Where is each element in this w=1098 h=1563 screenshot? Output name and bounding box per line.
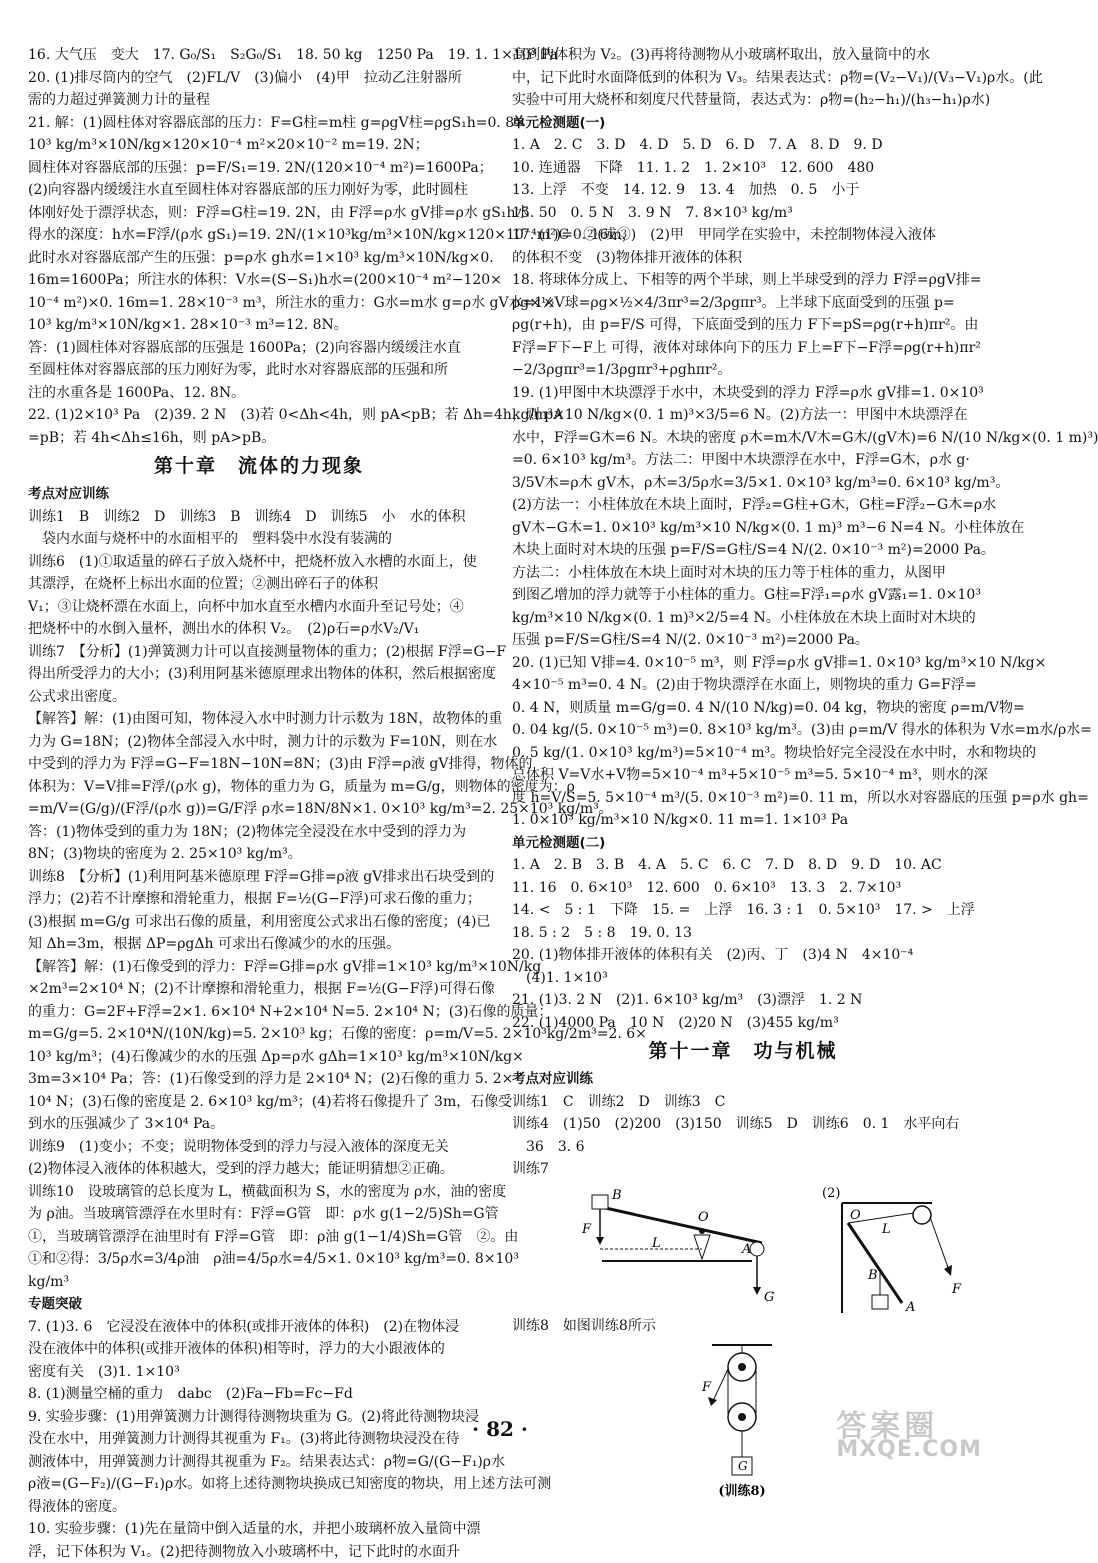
answer-line: 10³ kg/m³×10N/kg×120×10⁻⁴ m²×20×10⁻² m=19. 2N；: [28, 134, 490, 157]
answer-line: 1. A 2. B 3. B 4. A 5. C 6. C 7. D 8. D 9. D 10. AC: [512, 854, 974, 877]
pivot-point: [699, 1228, 705, 1234]
answer-line: 1. A 2. C 3. D 4. D 5. D 6. D 7. A 8. D 9. D: [512, 134, 974, 157]
answer-line: 注的水重各是 1600Pa、12. 8N。: [28, 382, 490, 405]
answer-line: 此时水对容器底部产生的压强：p=ρ水 gh水=1×10³ kg/m³×10N/kg×0.: [28, 247, 490, 270]
lever-diagram-2: [822, 1186, 962, 1315]
answer-line: 需的力超过弹簧测力计的量程: [28, 89, 490, 112]
answer-line: 圆柱体对容器底部的压强：p=F/S₁=19. 2N/(120×10⁻⁴ m²)=1600Pa；: [28, 157, 490, 180]
rope-pull: [930, 1217, 950, 1273]
answer-line: 训练8 【分析】(1)利用阿基米德原理 F浮=G排=ρ液 gV排求出石块受到的: [28, 866, 490, 889]
answer-line: =pB；若 4h<Δh≤16h，则 pA>pB。: [28, 427, 490, 450]
answer-line: 水中，F浮=G木=6 N。木块的密度 ρ木=m木/V木=G木/(gV木)=6 N/(10 N/kg×(0. 1 m)³): [512, 427, 974, 450]
answer-line: 没在液体中的体积(或排开液体的体积)相等时，浮力的大小跟液体的: [28, 1338, 490, 1361]
answer-line: 袋内水面与烧杯中的水面相平的 塑料袋中水没有装满的: [28, 528, 490, 551]
answer-line: (2)物体浸入液体的体积越大，受到的浮力越大；能证明猜想②正确。: [28, 1158, 490, 1181]
answer-line: 10. 实验步骤：(1)先在量筒中倒入适量的水，并把小玻璃杯放入量筒中漂: [28, 1518, 490, 1541]
weight-block: [872, 1295, 888, 1309]
label-o: O: [850, 1208, 861, 1223]
answer-line: 答：(1)物体受到的重力为 18N；(2)物体完全浸没在水中受到的浮力为: [28, 821, 490, 844]
answer-line: 17. (1)C ②(或③) (2)甲 甲同学在实验中，未控制物体浸入液体: [512, 224, 974, 247]
answer-line: V₁；③让烧杯漂在水面上，向杯中加水直至水槽内水面升至记号处；④: [28, 596, 490, 619]
answer-line: =m/V=(G/g)/(F浮/(ρ水 g))=G/F浮 ρ水=18N/8N×1. 0×10³ kg/m³=2. 25×10³ kg/m³。: [28, 798, 490, 821]
section-heading-special: 专题突破: [28, 1293, 490, 1316]
answer-line: 得液体的密度。: [28, 1496, 490, 1519]
rope-pull: [712, 1369, 728, 1403]
answer-line: 18. 将球体分成上、下相等的两个半球，则上半球受到的浮力 F浮=ρgV排=: [512, 269, 974, 292]
answer-line: 18. 5 : 2 5 : 8 19. 0. 13: [512, 922, 974, 945]
answer-line: (2)方法一：小柱体放在木块上面时，F浮₂=G柱+G木，G柱=F浮₂−G木=ρ水: [512, 494, 974, 517]
answer-line: 把烧杯中的水倒入量杯，测出水的体积 V₂。 (2)ρ石=ρ水V₂/V₁: [28, 618, 490, 641]
label-part-two: (2): [822, 1186, 840, 1201]
answer-line: 3m=3×10⁴ Pa；答：(1)石像受到的浮力是 2×10⁴ N；(2)石像的重力 5. 2×: [28, 1068, 490, 1091]
label-a: A: [905, 1300, 915, 1315]
wheel: [750, 1242, 764, 1256]
answer-line: 13. 上浮 不变 14. 12. 9 13. 4 加热 0. 5 小于: [512, 179, 974, 202]
label-o: O: [698, 1210, 709, 1225]
answer-line: m=G/g=5. 2×10⁴N/(10N/kg)=5. 2×10³ kg；石像的密度：ρ=m/V=5. 2×10³kg/2m³=2. 6×: [28, 1023, 490, 1046]
pulley-axle: [738, 1363, 746, 1371]
answer-line: 11. 16 0. 6×10³ 12. 600 0. 6×10³ 13. 3 2. 7×10³: [512, 877, 974, 900]
answer-line: 实验中可用大烧杯和刻度尺代替量筒，表达式为：ρ物=(h₂−h₁)/(h₃−h₁)ρ水): [512, 89, 974, 112]
label-g: G: [738, 1459, 748, 1473]
answer-line: 14. < 5 : 1 下降 15. = 上浮 16. 3 : 1 0. 5×10³ 17. > 上浮: [512, 899, 974, 922]
answer-line: 9. 实验步骤：(1)用弹簧测力计测得待测物块重为 G。(2)将此待测物块浸: [28, 1406, 490, 1429]
answer-line: 20. (1)排尽筒内的空气 (2)FL/V (3)偏小 (4)甲 拉动乙注射器所: [28, 67, 490, 90]
answer-line: 21. 解：(1)圆柱体对容器底部的压力：F=G柱=m柱 g=ρgV柱=ρgS₁h=0. 8×: [28, 112, 490, 135]
arrow-head: [708, 1397, 717, 1406]
answer-line: (3)根据 m=G/g 可求出石像的质量，利用密度公式求出石像的密度；(4)已: [28, 911, 490, 934]
answer-line: 8. (1)测量空桶的重力 dabc (2)Fa−Fb=Fc−Fd: [28, 1383, 490, 1406]
answer-line: 训练4 (1)50 (2)200 (3)150 训练5 D 训练6 0. 1 水平向右: [512, 1113, 974, 1136]
chapter-ten-title: 第十章 流体的力现象: [28, 451, 490, 481]
answer-line: 21. (1)3. 2 N (2)1. 6×10³ kg/m³ (3)漂浮 1. 2 N: [512, 989, 974, 1012]
label-a: A: [741, 1242, 751, 1257]
answer-line: 中，记下此时水面降低到的体积为 V₃。结果表达式：ρ物=(V₂−V₁)/(V₃−V₁)ρ水。(此: [512, 67, 974, 90]
section-heading-unit1: 单元检测题(一): [512, 112, 974, 135]
section-heading-exam: 考点对应训练: [28, 483, 490, 506]
answer-line: 7. (1)3. 6 它浸没在液体中的体积(或排开液体的体积) (2)在物体浸: [28, 1316, 490, 1339]
answer-line: ρg(r+h)，由 p=F/S 可得，下底面受到的压力 F下=pS=ρg(r+h)πr²。由: [512, 314, 974, 337]
answer-line: 到图乙增加的浮力就等于小柱体的重力。G柱=F浮₁=ρ水 gV露₁=1. 0×10³: [512, 584, 974, 607]
training-7-figures: [512, 1183, 974, 1313]
answer-line: 测液体中，用弹簧测力计测得其视重为 F₂。结果表达式：ρ物=G/(G−F₁)ρ水: [28, 1451, 490, 1474]
chapter-eleven-title: 第十一章 功与机械: [512, 1036, 974, 1066]
answer-line: 4×10⁻⁵ m³=0. 4 N。(2)由于物块漂浮在水面上，则物块的重力 G=F浮=: [512, 674, 974, 697]
answer-line: 3/5V木=ρ木 gV木，ρ木=3/5ρ水=3/5×1. 0×10³ kg/m³=0. 6×10³ kg/m³。: [512, 472, 974, 495]
arrow-head: [596, 1237, 604, 1245]
label-f: F: [701, 1380, 712, 1395]
answers-block-b: [28, 506, 490, 1294]
answers-block-a: [512, 44, 974, 112]
page-number: · 82 ·: [0, 1418, 1000, 1441]
answer-line: 浮力；(2)若不计摩擦和滑轮重力，根据 F=½(G−F浮)可求石像的重力；: [28, 888, 490, 911]
answer-line: 为 ρ油。当玻璃管漂浮在水里时有：F浮=G管 即：ρ水 g(1−2/5)Sh=G管: [28, 1203, 490, 1226]
left-column: [28, 44, 490, 1563]
answer-line: 密度有关 (3)1. 1×10³: [28, 1361, 490, 1384]
arrow-head: [753, 1287, 761, 1295]
answer-line: 训练1 C 训练2 D 训练3 C: [512, 1091, 974, 1114]
section-heading-unit2: 单元检测题(二): [512, 832, 974, 855]
answer-line: 得水的深度：h水=F浮/(ρ水 gS₁)=19. 2N/(1×10³kg/m³×10N/kg×120×10⁻⁴m²)=0. 16m，: [28, 224, 490, 247]
answer-line: 【解答】解：(1)石像受到的浮力：F浮=G排=ρ水 gV排=1×10³ kg/m³×10N/kg: [28, 956, 490, 979]
answer-line: ①和②得：3/5ρ水=3/4ρ油 ρ油=4/5ρ水=4/5×1. 0×10³ kg/m³=0. 8×10³: [28, 1248, 490, 1271]
label-f: F: [951, 1282, 962, 1297]
answer-line: ρg×½V球=ρg×½×4/3πr³=2/3ρgπr³。上半球下底面受到的压强 p=: [512, 292, 974, 315]
answer-line: 0. 04 kg/(5. 0×10⁻⁵ m³)=0. 8×10³ kg/m³。(3)由 ρ=m/V 得水的体积为 V水=m水/ρ水=: [512, 719, 974, 742]
answer-line: 公式求出密度。: [28, 686, 490, 709]
answer-line: 中受到的浮力为 F浮=G−F=18N−10N=8N；(3)由 F浮=ρ液 gV排得，物体的: [28, 753, 490, 776]
answer-line: 训练10 设玻璃管的总长度为 L，横截面积为 S，水的密度为 ρ水，油的密度: [28, 1181, 490, 1204]
answer-line: 答：(1)圆柱体对容器底部的压强是 1600Pa；(2)向容器内缓缓注水直: [28, 337, 490, 360]
answer-line: 体刚好处于漂浮状态，则：F浮=G柱=19. 2N，由 F浮=ρ水 gV排=ρ水 gS₁h水: [28, 202, 490, 225]
label-g: G: [764, 1290, 774, 1305]
answer-line: 10⁴ N；(3)石像的密度是 2. 6×10³ kg/m³；(4)若将石像提升了 3m，石像受: [28, 1091, 490, 1114]
figure-caption: (训练8): [718, 1483, 765, 1499]
answer-line: ①，当玻璃管漂浮在油里时有 F浮=G管 即：ρ油 g(1−1/4)Sh=G管 ②。由: [28, 1226, 490, 1249]
answer-line: 木块上面时对木块的压强 p=F/S=G柱/S=4 N/(2. 0×10⁻³ m²)=2000 Pa。: [512, 539, 974, 562]
answers-block-b: [512, 134, 974, 832]
answer-line: (2)向容器内缓缓注水直至圆柱体对容器底部的压力刚好为零，此时圆柱: [28, 179, 490, 202]
pulley: [913, 1206, 931, 1224]
answer-line: 高到的体积为 V₂。(3)再将待测物从小玻璃杯取出，放入量筒中的水: [512, 44, 974, 67]
answer-line: F浮=F下−F上 可得，液体对球体向下的压力 F上=F下−F浮=ρg(r+h)πr²: [512, 337, 974, 360]
answer-line: 8N；(3)物块的密度为 2. 25×10³ kg/m³。: [28, 843, 490, 866]
training-8-caption: 训练8 如图训练8所示: [512, 1315, 974, 1338]
answer-line: 压强 p=F/S=G柱/S=4 N/(2. 0×10⁻³ m²)=2000 Pa。: [512, 629, 974, 652]
watermark: [836, 1416, 982, 1461]
answer-line: 的体积不变 (3)物体排开液体的体积: [512, 247, 974, 270]
label-l: L: [651, 1236, 661, 1251]
answer-line: 力为 G=18N；(2)物体全部浸入水中时，测力计的示数为 F=10N，则在水: [28, 731, 490, 754]
answer-line: 36 3. 6: [512, 1136, 974, 1159]
answer-line: 得出所受浮力的大小；(3)利用阿基米德原理求出物体的体积，然后根据密度: [28, 663, 490, 686]
answer-line: 度 h=V/S=5. 5×10⁻⁴ m³/(5. 0×10⁻³ m²)=0. 11 m，所以水对容器底的压强 p=ρ水 gh=: [512, 787, 974, 810]
answers-block-c: [512, 854, 974, 1034]
answer-line: 训练6 (1)①取适量的碎石子放入烧杯中，把烧杯放入水槽的水面上，使: [28, 551, 490, 574]
answer-line: 0. 4 N，则质量 m=G/g=0. 4 N/(10 N/kg)=0. 04 kg，物块的密度 ρ=m/V物=: [512, 697, 974, 720]
answer-line: 训练1 B 训练2 D 训练3 B 训练4 D 训练5 小 水的体积: [28, 506, 490, 529]
answer-line: 22. (1)2×10³ Pa (2)39. 2 N (3)若 0<Δh<4h，则 pA<pB；若 Δh=4h，则 pA: [28, 404, 490, 427]
answer-line: 体积为：V=V排=F浮/(ρ水 g)，物体的重力为 G，质量为 m=G/g，则物体的密度为：ρ: [28, 776, 490, 799]
answer-line: 10. 连通器 下降 11. 1. 2 1. 2×10³ 12. 600 480: [512, 157, 974, 180]
answer-line: 训练7: [512, 1158, 974, 1181]
answer-line: 【解答】解：(1)由图可知，物体浸入水中时测力计示数为 18N，故物体的重: [28, 708, 490, 731]
pivot-support: [694, 1235, 710, 1259]
answers-block-a: [28, 44, 490, 449]
answer-line: 20. (1)已知 V排=4. 0×10⁻⁵ m³，则 F浮=ρ水 gV排=1. 0×10³ kg/m³×10 N/kg×: [512, 652, 974, 675]
label-b: B: [611, 1188, 622, 1203]
answer-line: 20. (1)物体排开液体的体积有关 (2)丙、丁 (3)4 N 4×10⁻⁴: [512, 944, 974, 967]
answer-line: 总体积 V=V水+V物=5×10⁻⁴ m³+5×10⁻⁵ m³=5. 5×10⁻⁴ m³，则水的深: [512, 764, 974, 787]
answer-line: 至圆柱体对容器底部的压力刚好为零，此时水对容器底部的压强和所: [28, 359, 490, 382]
lever-bar: [592, 1205, 762, 1243]
answer-line: 16m=1600Pa；所注水的体积：V水=(S−S₁)h水=(200×10⁻⁴ m²−120×: [28, 269, 490, 292]
answer-line: 没在水中，用弹簧测力计测得其视重为 F₁。(3)将此待测物块浸没在待: [28, 1428, 490, 1451]
answer-line: 15. 50 0. 5 N 3. 9 N 7. 8×10³ kg/m³: [512, 202, 974, 225]
answer-line: (4)1. 1×10³: [512, 967, 974, 990]
answer-line: kg/m³: [28, 1271, 490, 1294]
label-b: B: [867, 1268, 878, 1283]
answer-line: 10⁻⁴ m²)×0. 16m=1. 28×10⁻³ m³，所注水的重力：G水=m水 g=ρ水 gV水=1×: [28, 292, 490, 315]
label-l: L: [881, 1222, 891, 1237]
answer-line: ρ液=(G−F₂)/(G−F₁)ρ水。如将上述待测物块换成已知密度的物块，用上述方法可测: [28, 1473, 490, 1496]
answers-block-d: [512, 1091, 974, 1181]
answer-line: 训练9 (1)变小；不变；说明物体受到的浮力与浸入液体的深度无关: [28, 1136, 490, 1159]
lever-end: [592, 1195, 608, 1209]
answer-line: 训练7 【分析】(1)弹簧测力计可以直接测量物体的重力；(2)根据 F浮=G−F: [28, 641, 490, 664]
answer-line: ×2m³=2×10⁴ N；(2)不计摩擦和滑轮重力，根据 F=½(G−F浮)可得石像: [28, 978, 490, 1001]
answer-line: =0. 6×10³ kg/m³。方法二：甲图中木块漂浮在水中，F浮=G木，ρ水 g·: [512, 449, 974, 472]
answer-line: 1. 0×10³ kg/m³×10 N/kg×0. 11 m=1. 1×10³ Pa: [512, 809, 974, 832]
lever-diagram-1: [581, 1188, 774, 1305]
watermark-line1: 答案圈: [836, 1416, 982, 1439]
right-column: [512, 44, 974, 1501]
answer-line: 10³ kg/m³；(4)石像减少的水的压强 Δp=ρ水 gΔh=1×10³ kg/m³×10N/kg×: [28, 1046, 490, 1069]
answer-line: 0. 5 kg/(1. 0×10³ kg/m³)=5×10⁻⁴ m³。物块恰好完全浸没在水中时，水和物块的: [512, 742, 974, 765]
answer-line: 22. (1)4000 Pa 10 N (2)20 N (3)455 kg/m³: [512, 1012, 974, 1035]
watermark-line2: MXQE.COM: [836, 1439, 982, 1462]
answer-line: 19. (1)甲图中木块漂浮于水中，木块受到的浮力 F浮=ρ水 gV排=1. 0×10³: [512, 382, 974, 405]
answer-line: 方法二：小柱体放在木块上面时对木块的压力等于柱体的重力，从图甲: [512, 562, 974, 585]
answer-line: 到水的压强减少了 3×10⁴ Pa。: [28, 1113, 490, 1136]
label-f: F: [581, 1222, 592, 1237]
answer-line: −2/3ρgπr³=1/3ρgπr³+ρghπr²。: [512, 359, 974, 382]
section-heading-exam: 考点对应训练: [512, 1068, 974, 1091]
answer-line: 的重力：G=2F+F浮=2×1. 6×10⁴ N+2×10⁴ N=5. 2×10⁴ N；(3)石像的质量：: [28, 1001, 490, 1024]
rod: [848, 1223, 902, 1303]
answer-line: kg/m³×10 N/kg×(0. 1 m)³×2/5=4 N。小柱体放在木块上面时对木块的: [512, 607, 974, 630]
answer-line: 10³ kg/m³×10N/kg×1. 28×10⁻³ m³=12. 8N。: [28, 314, 490, 337]
answer-line: 16. 大气压 变大 17. G₀/S₁ S₂G₀/S₁ 18. 50 kg 1250 Pa 19. 1. 1×10³ Pa: [28, 44, 490, 67]
answer-line: kg/m³×10 N/kg×(0. 1 m)³×3/5=6 N。(2)方法一：甲图中木块漂浮在: [512, 404, 974, 427]
answer-line: gV木−G木=1. 0×10³ kg/m³×10 N/kg×(0. 1 m)³ m³−6 N=4 N。小柱体放在: [512, 517, 974, 540]
answer-line: 浮，记下体积为 V₁。(2)把待测物放入小玻璃杯中，记下此时的水面升: [28, 1541, 490, 1563]
answer-line: 其漂浮，在烧杯上标出水面的位置；②测出碎石子的体积: [28, 573, 490, 596]
answer-line: 知 Δh=3m，根据 ΔP=ρgΔh 可求出石像减少的水的压强。: [28, 933, 490, 956]
